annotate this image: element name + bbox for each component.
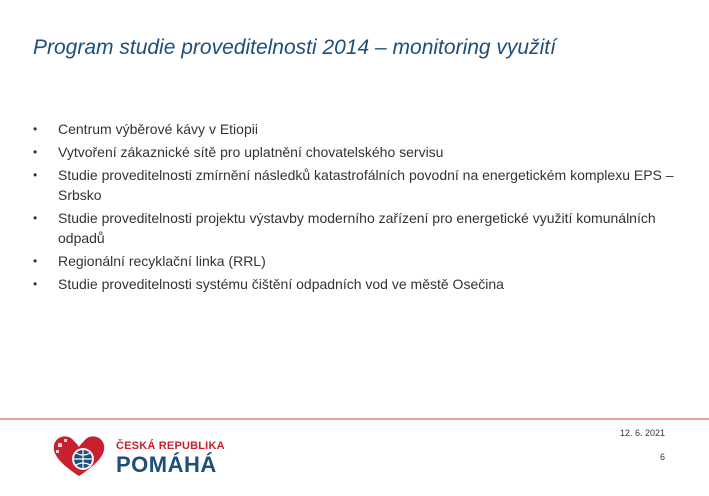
list-item xyxy=(33,274,683,294)
bullet-text: Studie proveditelnosti zmírnění následků katastrofálních povodní na energetickém komplexu EPS – Srbsko xyxy=(58,167,674,203)
bullet-text: Studie proveditelnosti projektu výstavby moderního zařízení pro energetické využití komunálních odpadů xyxy=(58,210,656,246)
bullet-icon: • xyxy=(33,122,38,136)
list-item xyxy=(33,251,683,271)
list-item xyxy=(33,208,683,248)
bullet-icon: • xyxy=(33,277,38,291)
list-item xyxy=(33,165,683,205)
footer-divider xyxy=(0,418,709,420)
bullet-icon: • xyxy=(33,211,38,225)
bullet-icon: • xyxy=(33,168,38,182)
bullet-text: Centrum výběrové kávy v Etiopii xyxy=(58,121,258,137)
page-number: 6 xyxy=(659,452,665,462)
czech-republic-helps-logo xyxy=(50,433,225,478)
logo-text-top: ČESKÁ REPUBLIKA xyxy=(116,440,225,452)
bullet-list xyxy=(33,119,683,297)
bullet-text: Regionální recyklační linka (RRL) xyxy=(58,253,266,269)
logo-heart-icon xyxy=(50,433,108,478)
bullet-icon: • xyxy=(33,145,38,159)
slide-date: 12. 6. 2021 xyxy=(619,428,665,438)
list-item xyxy=(33,119,683,139)
logo-text-bottom: POMÁHÁ xyxy=(116,452,217,477)
bullet-icon: • xyxy=(33,254,38,268)
slide-title: Program studie proveditelnosti 2014 – monitoring využití xyxy=(33,36,556,59)
bullet-text: Studie proveditelnosti systému čištění odpadních vod ve městě Osečina xyxy=(58,276,504,292)
bullet-text: Vytvoření zákaznické sítě pro uplatnění chovatelského servisu xyxy=(58,144,444,160)
list-item xyxy=(33,142,683,162)
